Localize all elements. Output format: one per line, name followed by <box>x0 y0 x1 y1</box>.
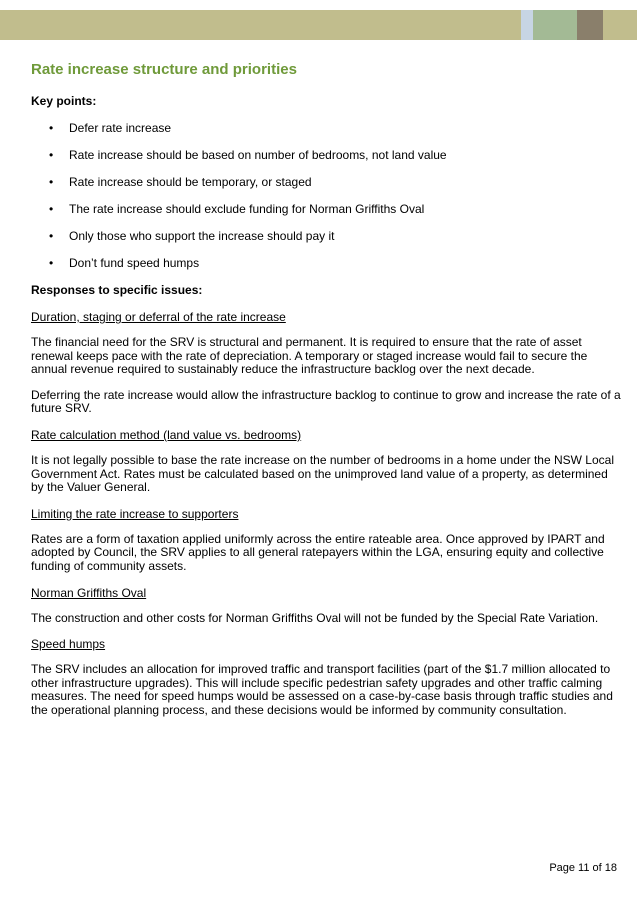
list-item-text: Only those who support the increase should pay it <box>69 229 335 243</box>
document-content <box>31 60 621 718</box>
bullet-icon: • <box>49 121 54 135</box>
header-band <box>0 10 637 40</box>
section-heading-speed-humps: Speed humps <box>31 637 106 652</box>
header-band-brown <box>577 10 603 40</box>
list-item-text: Rate increase should be temporary, or staged <box>69 175 312 189</box>
bullet-icon: • <box>49 148 54 162</box>
section-paragraph: The SRV includes an allocation for improved traffic and transport facilities (part of the $1.7 million allocated to other infrastructure upgrades). This will include specific pedestrian safety upgrades and other traffic calming measures. The need for speed humps would be assessed on a case-by-case basis through traffic studies and the operational planning process, and these decisions would be informed by community consultation. <box>31 662 613 717</box>
page-title: Rate increase structure and priorities <box>31 61 297 78</box>
page-number: Page 11 of 18 <box>549 862 617 874</box>
section-heading-duration: Duration, staging or deferral of the rate increase <box>31 310 286 324</box>
bullet-icon: • <box>49 175 54 189</box>
header-band-green <box>533 10 577 40</box>
section-paragraph: The financial need for the SRV is structural and permanent. It is required to ensure that the rate of asset renewal keeps pace with the rate of depreciation. A temporary or staged increase would fail to secure the annual revenue required to sustainably reduce the infrastructure backlog over the next decade. <box>31 335 588 377</box>
header-band-main <box>0 10 521 40</box>
bullet-icon: • <box>49 202 54 216</box>
section-paragraph: It is not legally possible to base the rate increase on the number of bedrooms in a home under the NSW Local Government Act. Rates must be calculated based on the unimproved land value of a property, as determined by the Valuer General. <box>31 452 614 495</box>
list-item-text: Don’t fund speed humps <box>69 256 200 270</box>
section-heading-rate-calculation: Rate calculation method (land value vs. bedrooms) <box>31 427 302 442</box>
bullet-icon: • <box>49 256 54 270</box>
list-item <box>31 121 621 136</box>
list-item <box>31 229 621 244</box>
section-heading-supporters: Limiting the rate increase to supporters <box>31 506 239 521</box>
list-item-text: Defer rate increase <box>69 121 172 135</box>
section-paragraph: Rates are a form of taxation applied uniformly across the entire rateable area. Once approved by IPART and adopted by Council, the SRV applies to all general ratepayers within the LGA, ensuring equity and collective funding of community assets. <box>31 531 605 573</box>
list-item <box>31 202 621 217</box>
list-item <box>31 175 621 190</box>
section-paragraph: Deferring the rate increase would allow the infrastructure backlog to continue to grow and increase the rate of a future SRV. <box>31 387 621 416</box>
key-points-label: Key points: <box>31 94 97 108</box>
header-band-end <box>603 10 637 40</box>
list-item <box>31 148 621 163</box>
list-item-text: The rate increase should exclude funding for Norman Griffiths Oval <box>69 202 425 216</box>
section-paragraph: The construction and other costs for Norman Griffiths Oval will not be funded by the Special Rate Variation. <box>31 610 599 625</box>
key-points-list <box>31 121 621 271</box>
list-item-text: Rate increase should be based on number of bedrooms, not land value <box>69 148 447 162</box>
header-band-blue <box>521 10 533 40</box>
bullet-icon: • <box>49 229 54 243</box>
list-item <box>31 256 621 271</box>
responses-label: Responses to specific issues: <box>31 283 203 297</box>
section-heading-oval: Norman Griffiths Oval <box>31 585 147 600</box>
